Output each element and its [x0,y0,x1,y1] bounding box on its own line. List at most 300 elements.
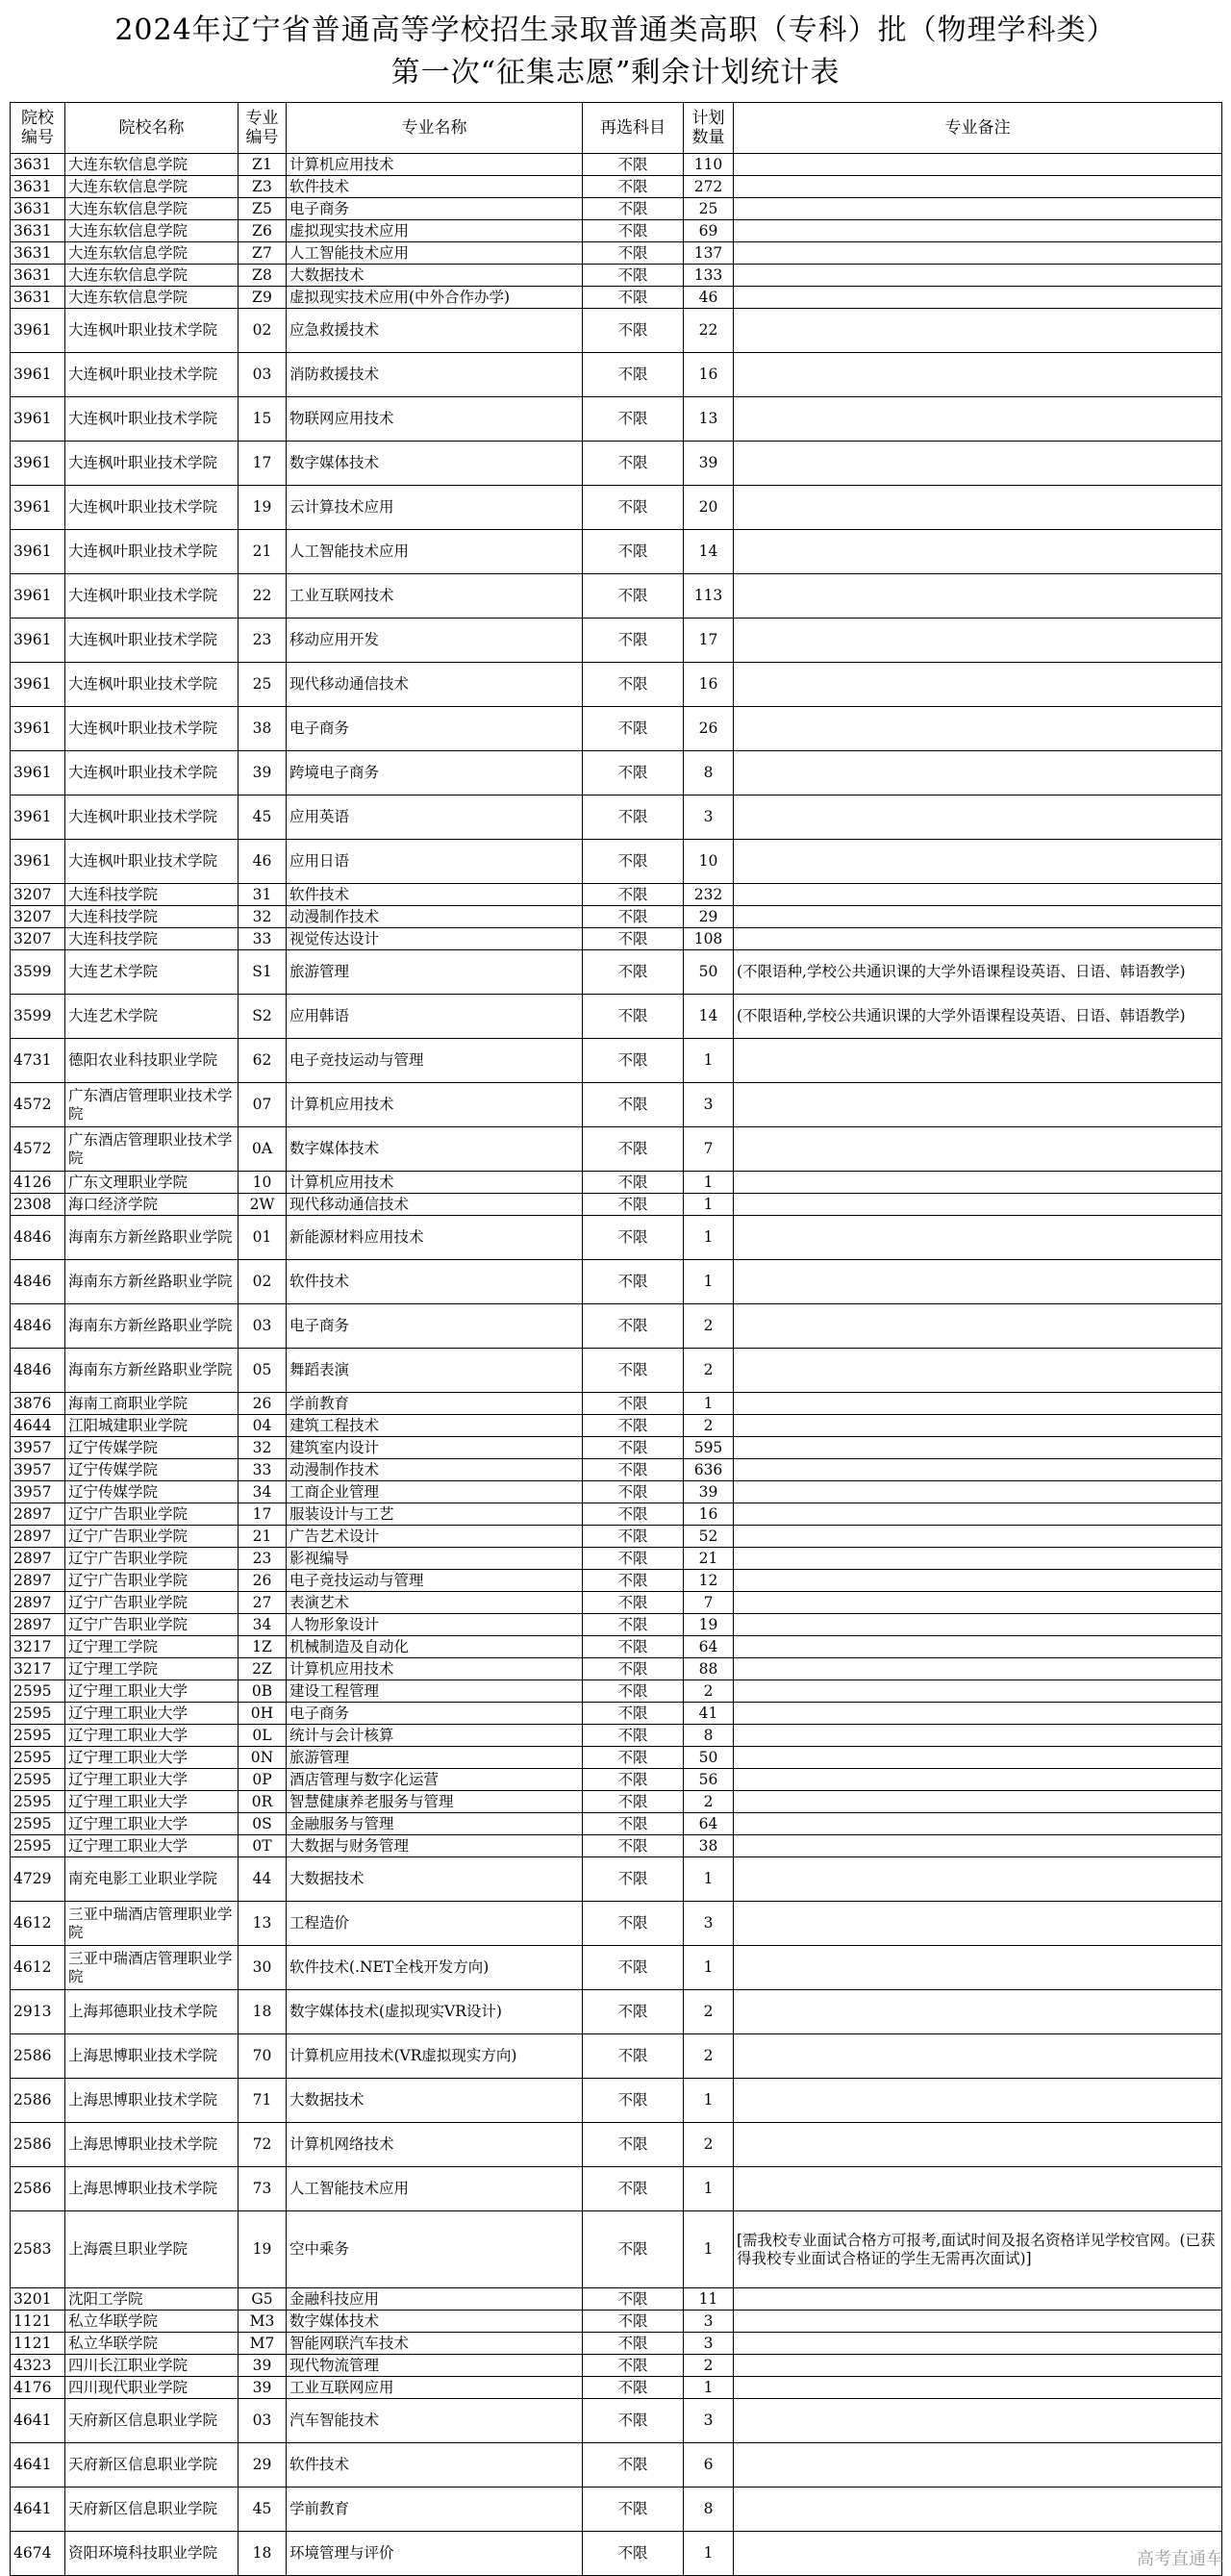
subject-cell: 不限 [583,2532,684,2576]
major-name-cell: 空中乘务 [287,2211,583,2288]
plan-count-cell: 8 [684,751,734,796]
plan-count-cell: 108 [684,928,734,950]
school-code-cell: 2595 [11,1680,65,1703]
note-cell [734,530,1222,574]
note-cell [734,486,1222,530]
note-cell [734,1680,1222,1703]
plan-count-cell: 1 [684,1857,734,1902]
header-major-code: 专业编号 [239,103,287,154]
note-cell [734,1857,1222,1902]
school-code-cell: 1121 [11,2333,65,2355]
major-code-cell: 21 [239,530,287,574]
major-name-cell: 跨境电子商务 [287,751,583,796]
table-row [11,198,1222,220]
note-cell [734,574,1222,619]
major-name-cell: 软件技术 [287,2443,583,2488]
major-name-cell: 智慧健康养老服务与管理 [287,1791,583,1813]
table-row [11,442,1222,486]
major-code-cell: 73 [239,2167,287,2211]
subject-cell: 不限 [583,198,684,220]
table-row [11,1946,1222,1990]
school-name-cell: 大连科技学院 [65,906,239,928]
major-name-cell: 软件技术 [287,884,583,906]
major-code-cell: 22 [239,574,287,619]
note-cell [734,840,1222,884]
table-row [11,353,1222,397]
major-code-cell: 34 [239,1614,287,1636]
subject-cell: 不限 [583,1680,684,1703]
plan-count-cell: 3 [684,1902,734,1946]
subject-cell: 不限 [583,2079,684,2123]
table-row [11,1902,1222,1946]
school-code-cell: 3961 [11,442,65,486]
school-name-cell: 辽宁理工职业大学 [65,1769,239,1791]
major-name-cell: 建设工程管理 [287,1680,583,1703]
subject-cell: 不限 [583,1570,684,1592]
table-row [11,1857,1222,1902]
note-cell [734,198,1222,220]
major-name-cell: 建筑室内设计 [287,1437,583,1459]
school-name-cell: 辽宁广告职业学院 [65,1526,239,1548]
note-cell [734,1791,1222,1813]
note-cell [734,1260,1222,1304]
school-name-cell: 辽宁传媒学院 [65,1459,239,1481]
school-code-cell: 4176 [11,2377,65,2399]
major-name-cell: 动漫制作技术 [287,906,583,928]
school-name-cell: 大连科技学院 [65,884,239,906]
school-name-cell: 南充电影工业职业学院 [65,1857,239,1902]
plan-count-cell: 39 [684,442,734,486]
note-cell [734,2488,1222,2532]
table-row [11,1791,1222,1813]
school-code-cell: 2586 [11,2123,65,2167]
school-name-cell: 四川长江职业学院 [65,2355,239,2377]
school-name-cell: 四川现代职业学院 [65,2377,239,2399]
school-code-cell: 3961 [11,619,65,663]
note-cell [734,1725,1222,1747]
major-name-cell: 大数据技术 [287,2079,583,2123]
table-row [11,1526,1222,1548]
major-code-cell: 26 [239,1393,287,1415]
plan-count-cell: 14 [684,530,734,574]
major-name-cell: 软件技术 [287,1260,583,1304]
plan-count-cell: 137 [684,242,734,265]
table-row [11,1437,1222,1459]
major-code-cell: 62 [239,1039,287,1083]
major-name-cell: 数字媒体技术 [287,442,583,486]
school-code-cell: 2586 [11,2079,65,2123]
subject-cell: 不限 [583,1526,684,1548]
school-code-cell: 4644 [11,1415,65,1437]
subject-cell: 不限 [583,1459,684,1481]
school-code-cell: 3631 [11,154,65,176]
subject-cell: 不限 [583,1349,684,1393]
plan-count-cell: 3 [684,2311,734,2333]
school-name-cell: 大连枫叶职业技术学院 [65,796,239,840]
major-name-cell: 电子商务 [287,1304,583,1349]
plan-count-cell: 13 [684,397,734,442]
school-code-cell: 4846 [11,1349,65,1393]
note-cell [734,154,1222,176]
major-code-cell: 32 [239,906,287,928]
table-row [11,1658,1222,1680]
note-cell [734,1902,1222,1946]
school-code-cell: 4126 [11,1172,65,1194]
major-name-cell: 广告艺术设计 [287,1526,583,1548]
major-code-cell: 02 [239,1260,287,1304]
table-row [11,1680,1222,1703]
table-row [11,2333,1222,2355]
major-name-cell: 学前教育 [287,1393,583,1415]
note-cell [734,1349,1222,1393]
subject-cell: 不限 [583,2167,684,2211]
table-row [11,2211,1222,2288]
school-name-cell: 辽宁广告职业学院 [65,1503,239,1526]
plan-count-cell: 50 [684,950,734,995]
table-header-row [11,103,1222,154]
plan-count-cell: 1 [684,2377,734,2399]
major-code-cell: Z5 [239,198,287,220]
school-code-cell: 2583 [11,2211,65,2288]
table-row [11,1349,1222,1393]
table-row [11,1548,1222,1570]
plan-count-cell: 8 [684,1725,734,1747]
subject-cell: 不限 [583,2355,684,2377]
table-row [11,1039,1222,1083]
note-cell [734,2288,1222,2311]
subject-cell: 不限 [583,2034,684,2079]
school-name-cell: 大连东软信息学院 [65,176,239,198]
table-row [11,1415,1222,1437]
note-cell [734,1747,1222,1769]
major-code-cell: 23 [239,1548,287,1570]
subject-cell: 不限 [583,530,684,574]
note-cell [734,1703,1222,1725]
school-code-cell: 4641 [11,2488,65,2532]
major-code-cell: 71 [239,2079,287,2123]
major-code-cell: 29 [239,2443,287,2488]
plan-count-cell: 10 [684,840,734,884]
table-row [11,995,1222,1039]
major-code-cell: Z6 [239,220,287,242]
note-cell [734,2443,1222,2488]
school-name-cell: 辽宁理工职业大学 [65,1703,239,1725]
table-row [11,619,1222,663]
school-code-cell: 4641 [11,2443,65,2488]
major-name-cell: 虚拟现实技术应用(中外合作办学) [287,287,583,309]
school-code-cell: 2586 [11,2034,65,2079]
major-code-cell: M3 [239,2311,287,2333]
plan-count-cell: 69 [684,220,734,242]
plan-count-cell: 88 [684,1658,734,1680]
header-school-code: 院校编号 [11,103,65,154]
subject-cell: 不限 [583,1216,684,1260]
table-row [11,176,1222,198]
major-name-cell: 电子商务 [287,1703,583,1725]
plan-count-cell: 113 [684,574,734,619]
subject-cell: 不限 [583,2211,684,2288]
note-cell [734,2167,1222,2211]
school-code-cell: 3961 [11,751,65,796]
school-name-cell: 辽宁理工职业大学 [65,1747,239,1769]
plan-count-cell: 64 [684,1813,734,1835]
subject-cell: 不限 [583,928,684,950]
major-name-cell: 物联网应用技术 [287,397,583,442]
school-name-cell: 大连枫叶职业技术学院 [65,663,239,707]
major-code-cell: 10 [239,1172,287,1194]
major-name-cell: 现代移动通信技术 [287,1194,583,1216]
table-row [11,1194,1222,1216]
school-name-cell: 辽宁广告职业学院 [65,1614,239,1636]
major-name-cell: 环境管理与评价 [287,2532,583,2576]
school-code-cell: 3631 [11,198,65,220]
school-code-cell: 3961 [11,530,65,574]
major-name-cell: 计算机应用技术 [287,154,583,176]
school-name-cell: 大连东软信息学院 [65,198,239,220]
subject-cell: 不限 [583,950,684,995]
plan-count-cell: 2 [684,1680,734,1703]
major-code-cell: Z3 [239,176,287,198]
plan-count-cell: 110 [684,154,734,176]
school-code-cell: 2897 [11,1570,65,1592]
major-code-cell: 0L [239,1725,287,1747]
major-name-cell: 表演艺术 [287,1592,583,1614]
school-name-cell: 上海邦德职业技术学院 [65,1990,239,2034]
school-code-cell: 3961 [11,707,65,751]
subject-cell: 不限 [583,1835,684,1857]
plan-count-cell: 50 [684,1747,734,1769]
major-name-cell: 学前教育 [287,2488,583,2532]
school-code-cell: 2913 [11,1990,65,2034]
plan-count-cell: 25 [684,198,734,220]
school-name-cell: 辽宁理工学院 [65,1658,239,1680]
note-cell [734,2034,1222,2079]
major-name-cell: 人工智能技术应用 [287,2167,583,2211]
school-code-cell: 3957 [11,1481,65,1503]
plan-count-cell: 56 [684,1769,734,1791]
major-code-cell: 0A [239,1127,287,1172]
table-row [11,2443,1222,2488]
note-cell [734,1658,1222,1680]
school-name-cell: 海南东方新丝路职业学院 [65,1216,239,1260]
major-code-cell: 2Z [239,1658,287,1680]
note-cell: (不限语种,学校公共通识课的大学外语课程设英语、日语、韩语教学) [734,950,1222,995]
major-name-cell: 移动应用开发 [287,619,583,663]
school-code-cell: 3207 [11,884,65,906]
school-name-cell: 辽宁理工职业大学 [65,1835,239,1857]
plan-count-cell: 1 [684,1194,734,1216]
school-code-cell: 2595 [11,1791,65,1813]
major-name-cell: 旅游管理 [287,950,583,995]
table-row [11,1990,1222,2034]
note-cell [734,796,1222,840]
subject-cell: 不限 [583,1857,684,1902]
major-name-cell: 金融服务与管理 [287,1813,583,1835]
header-major-name: 专业名称 [287,103,583,154]
note-cell [734,1481,1222,1503]
school-name-cell: 天府新区信息职业学院 [65,2488,239,2532]
school-name-cell: 上海思博职业技术学院 [65,2167,239,2211]
plan-count-cell: 1 [684,2532,734,2576]
table-row [11,574,1222,619]
school-name-cell: 辽宁理工职业大学 [65,1680,239,1703]
table-row [11,2288,1222,2311]
school-name-cell: 大连枫叶职业技术学院 [65,309,239,353]
subject-cell: 不限 [583,2377,684,2399]
plan-count-cell: 16 [684,353,734,397]
school-name-cell: 大连枫叶职业技术学院 [65,486,239,530]
watermark: 高考直通车 [1137,2549,1223,2569]
major-name-cell: 工业互联网技术 [287,574,583,619]
subject-cell: 不限 [583,1747,684,1769]
note-cell [734,1614,1222,1636]
school-code-cell: 3961 [11,397,65,442]
subject-cell: 不限 [583,2123,684,2167]
major-name-cell: 电子商务 [287,198,583,220]
note-cell [734,1548,1222,1570]
school-code-cell: 3876 [11,1393,65,1415]
subject-cell: 不限 [583,1990,684,2034]
major-code-cell: 19 [239,486,287,530]
school-name-cell: 上海思博职业技术学院 [65,2123,239,2167]
school-name-cell: 辽宁传媒学院 [65,1481,239,1503]
major-name-cell: 工业互联网应用 [287,2377,583,2399]
table-row [11,2079,1222,2123]
table-row [11,486,1222,530]
school-code-cell: 4674 [11,2532,65,2576]
school-name-cell: 辽宁广告职业学院 [65,1570,239,1592]
table-row [11,1570,1222,1592]
plan-count-cell: 2 [684,2123,734,2167]
major-code-cell: 30 [239,1946,287,1990]
school-code-cell: 1121 [11,2311,65,2333]
note-cell [734,928,1222,950]
major-name-cell: 汽车智能技术 [287,2399,583,2443]
subject-cell: 不限 [583,242,684,265]
plan-count-cell: 12 [684,1570,734,1592]
school-code-cell: 3961 [11,796,65,840]
subject-cell: 不限 [583,796,684,840]
school-name-cell: 大连东软信息学院 [65,220,239,242]
school-name-cell: 上海震旦职业学院 [65,2211,239,2288]
major-code-cell: 45 [239,2488,287,2532]
plan-count-cell: 3 [684,796,734,840]
major-name-cell: 应用日语 [287,840,583,884]
plan-count-cell: 11 [684,2288,734,2311]
major-code-cell: 02 [239,309,287,353]
major-name-cell: 软件技术(.NET全栈开发方向) [287,1946,583,1990]
school-code-cell: 2897 [11,1503,65,1526]
plan-count-cell: 7 [684,1127,734,1172]
school-name-cell: 三亚中瑞酒店管理职业学院 [65,1902,239,1946]
major-name-cell: 消防救援技术 [287,353,583,397]
table-row [11,1393,1222,1415]
table-row [11,2355,1222,2377]
major-code-cell: M7 [239,2333,287,2355]
school-code-cell: 3599 [11,995,65,1039]
school-code-cell: 3961 [11,574,65,619]
school-code-cell: 4612 [11,1946,65,1990]
school-name-cell: 大连枫叶职业技术学院 [65,574,239,619]
plan-count-cell: 19 [684,1614,734,1636]
major-code-cell: 2W [239,1194,287,1216]
major-code-cell: 0R [239,1791,287,1813]
school-code-cell: 4729 [11,1857,65,1902]
plan-count-cell: 1 [684,2211,734,2288]
school-name-cell: 三亚中瑞酒店管理职业学院 [65,1946,239,1990]
school-code-cell: 3631 [11,220,65,242]
school-code-cell: 4572 [11,1127,65,1172]
school-code-cell: 3961 [11,663,65,707]
plan-count-cell: 26 [684,707,734,751]
table-row [11,1703,1222,1725]
note-cell [734,397,1222,442]
table-row [11,287,1222,309]
note-cell [734,1592,1222,1614]
school-code-cell: 3207 [11,906,65,928]
major-code-cell: 17 [239,1503,287,1526]
note-cell [734,1813,1222,1835]
plan-count-cell: 1 [684,1039,734,1083]
school-name-cell: 沈阳工学院 [65,2288,239,2311]
plan-count-cell: 21 [684,1548,734,1570]
school-code-cell: 2595 [11,1703,65,1725]
note-cell [734,707,1222,751]
major-code-cell: 13 [239,1902,287,1946]
plan-count-cell: 3 [684,2333,734,2355]
school-code-cell: 3957 [11,1459,65,1481]
major-code-cell: Z8 [239,265,287,287]
subject-cell: 不限 [583,176,684,198]
plan-count-cell: 232 [684,884,734,906]
table-row [11,1083,1222,1127]
subject-cell: 不限 [583,1437,684,1459]
major-name-cell: 视觉传达设计 [287,928,583,950]
plan-count-cell: 2 [684,1349,734,1393]
table-row [11,840,1222,884]
school-code-cell: 3201 [11,2288,65,2311]
major-name-cell: 电子竞技运动与管理 [287,1570,583,1592]
school-name-cell: 大连枫叶职业技术学院 [65,751,239,796]
major-name-cell: 建筑工程技术 [287,1415,583,1437]
major-name-cell: 云计算技术应用 [287,486,583,530]
plan-count-cell: 52 [684,1526,734,1548]
subject-cell: 不限 [583,220,684,242]
major-code-cell: 72 [239,2123,287,2167]
table-row [11,1747,1222,1769]
subject-cell: 不限 [583,906,684,928]
plan-count-cell: 3 [684,2399,734,2443]
table-row [11,1304,1222,1349]
school-name-cell: 大连枫叶职业技术学院 [65,840,239,884]
school-name-cell: 天府新区信息职业学院 [65,2443,239,2488]
subject-cell: 不限 [583,1592,684,1614]
subject-cell: 不限 [583,1548,684,1570]
subject-cell: 不限 [583,2333,684,2355]
school-name-cell: 上海思博职业技术学院 [65,2034,239,2079]
major-code-cell: 0H [239,1703,287,1725]
major-code-cell: 07 [239,1083,287,1127]
school-name-cell: 广东文理职业学院 [65,1172,239,1194]
remaining-plan-table [10,102,1222,2576]
table-row [11,1835,1222,1857]
note-cell [734,2333,1222,2355]
note-cell [734,1835,1222,1857]
subject-cell: 不限 [583,1791,684,1813]
plan-count-cell: 39 [684,1481,734,1503]
subject-cell: 不限 [583,2399,684,2443]
major-code-cell: 32 [239,1437,287,1459]
